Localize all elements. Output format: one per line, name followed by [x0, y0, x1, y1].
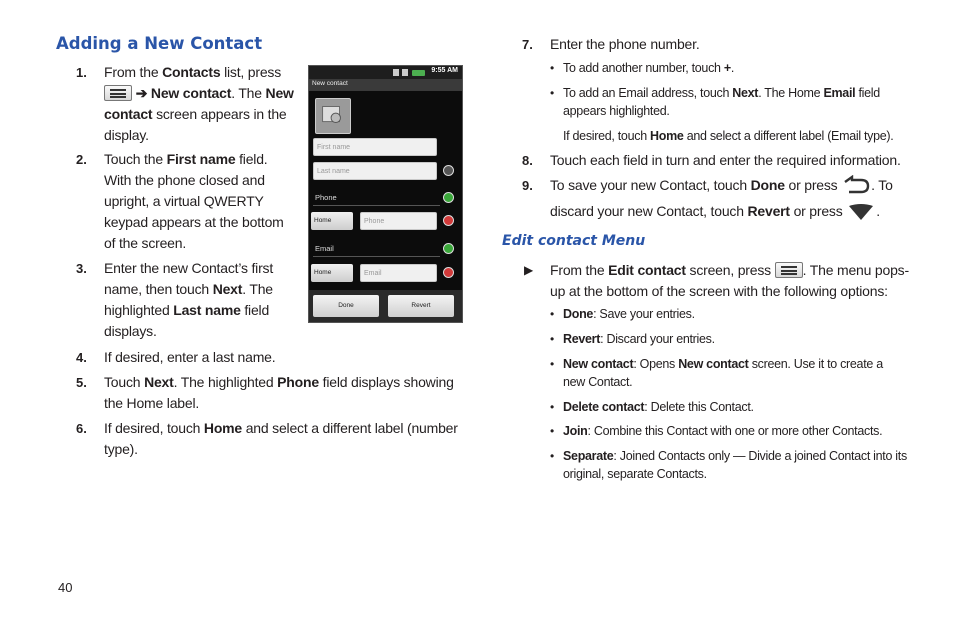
text-run: Touch — [104, 374, 145, 390]
step-text — [104, 149, 294, 254]
email-type-spinner[interactable]: Home — [311, 264, 353, 282]
step-text — [104, 258, 294, 342]
bullet-dot: • — [550, 357, 555, 371]
bullet-dot: • — [550, 61, 555, 75]
text-run: field. With the phone closed and upright, a virtual QWERTY keypad appears at the bottom of the screen. — [104, 151, 284, 251]
text-run: screen appears in the display. — [104, 106, 287, 143]
step-text — [104, 418, 464, 460]
text-run: Enter the new Contact’s first name, then touch — [104, 260, 274, 297]
bullet-text — [563, 59, 883, 77]
section-subtitle: Edit contact Menu — [502, 233, 646, 249]
text-run: First name — [166, 151, 236, 167]
text-run: Home — [650, 129, 684, 143]
text-run: . The menu pops-up at the bottom of the screen with the following options: — [550, 262, 909, 299]
text-run: Next — [144, 374, 174, 390]
menu-option-text — [563, 355, 908, 391]
text-run: Touch each field in turn and enter the required information. — [550, 152, 901, 168]
step-text — [550, 150, 930, 171]
text-run: field displays showing the Home label. — [104, 374, 454, 411]
text-run: field displays. — [104, 302, 270, 339]
text-run: If desired, enter a last name. — [104, 349, 276, 365]
step-number: 6. — [76, 421, 87, 436]
menu-option-text — [563, 447, 908, 483]
text-run: : Combine this Contact with one or more other Contacts. — [587, 424, 883, 438]
divider — [313, 256, 440, 257]
step-text — [104, 372, 464, 414]
text-run: To add an Email address, touch — [563, 86, 733, 100]
divider — [313, 205, 440, 206]
menu-key-icon — [775, 262, 803, 278]
text-run: Done — [750, 177, 785, 193]
text-run: + — [723, 61, 731, 75]
text-run: or press — [784, 177, 842, 193]
step-text — [104, 62, 294, 146]
text-run: : Discard your entries. — [600, 332, 715, 346]
menu-option-text — [563, 305, 908, 323]
page-title: Adding a New Contact — [56, 34, 263, 53]
text-run: New contact — [678, 357, 749, 371]
bullet-dot: • — [550, 307, 555, 321]
note-text — [563, 127, 903, 145]
menu-option-text — [563, 330, 908, 348]
status-icons — [393, 68, 427, 77]
down-key-icon — [846, 203, 876, 219]
done-button[interactable]: Done — [313, 295, 379, 317]
text-run: Last name — [173, 302, 241, 318]
phone-button-bar — [309, 290, 462, 322]
text-run: Phone — [277, 374, 319, 390]
bullet-dot: • — [550, 332, 555, 346]
back-key-icon — [841, 177, 871, 193]
menu-option-text — [563, 398, 908, 416]
text-run: Touch the — [104, 151, 167, 167]
text-run: Join — [563, 424, 588, 438]
text-run: . — [730, 61, 735, 75]
bullet-dot: • — [550, 400, 555, 414]
text-run: From the — [550, 262, 609, 278]
text-run: . The highlighted — [173, 374, 278, 390]
text-run: : Delete this Contact. — [644, 400, 754, 414]
text-run: Home — [203, 420, 243, 436]
phone-field[interactable]: Phone — [360, 212, 437, 230]
first-name-field[interactable]: First name — [313, 138, 437, 156]
text-run: Delete contact — [563, 400, 645, 414]
bullet-dot: • — [550, 424, 555, 438]
text-run: . To discard your new Contact, touch — [550, 177, 893, 219]
step-text — [550, 172, 910, 224]
text-run: list, press — [220, 64, 282, 80]
status-bar — [309, 66, 462, 79]
step-text — [104, 347, 464, 368]
text-run: Edit contact — [608, 262, 686, 278]
text-run: If desired, touch — [563, 129, 651, 143]
remove-email-icon[interactable] — [443, 267, 454, 278]
revert-button[interactable]: Revert — [388, 295, 454, 317]
step-number: 3. — [76, 261, 87, 276]
text-run: If desired, touch — [104, 420, 204, 436]
email-section-label: Email — [315, 244, 334, 253]
bullet-dot: • — [550, 86, 555, 100]
contact-photo-icon[interactable] — [315, 98, 351, 134]
text-run: New contact — [104, 85, 294, 122]
email-field[interactable]: Email — [360, 264, 437, 282]
bullet-dot: • — [550, 449, 555, 463]
text-run: : Opens — [633, 357, 679, 371]
text-run: . — [876, 203, 880, 219]
menu-intro-text — [550, 260, 912, 302]
text-run: Next — [732, 86, 759, 100]
step-number: 7. — [522, 37, 533, 52]
screen-titlebar — [309, 79, 462, 91]
text-run: To save your new Contact, touch — [550, 177, 751, 193]
text-run: Next — [212, 281, 243, 297]
step-number: 9. — [522, 178, 533, 193]
text-run: From the — [104, 64, 163, 80]
text-run: Separate — [563, 449, 614, 463]
page-number: 40 — [58, 580, 73, 595]
text-run: Done — [563, 307, 594, 321]
text-run: : Save your entries. — [593, 307, 695, 321]
text-run: or press — [789, 203, 847, 219]
text-run: and select a different label (number type). — [104, 420, 458, 457]
step-number: 2. — [76, 152, 87, 167]
text-run: field appears highlighted. — [563, 86, 880, 118]
text-run: . The highlighted — [104, 281, 273, 318]
text-run: : Joined Contacts only — Divide a joined Contact into its original, separate Contacts. — [563, 449, 907, 481]
bullet-text — [563, 84, 883, 120]
status-time: 9:55 AM — [431, 67, 458, 74]
phone-screenshot — [308, 65, 463, 323]
menu-option-text — [563, 422, 908, 440]
phone-type-spinner[interactable]: Home — [311, 212, 353, 230]
text-run: New contact — [563, 357, 634, 371]
step-text: Enter the phone number. — [550, 36, 700, 52]
text-run: . The Home — [758, 86, 824, 100]
text-run: screen, press — [685, 262, 775, 278]
screen-title: New contact — [312, 80, 348, 87]
arrow-bullet-icon: ▶ — [524, 263, 534, 277]
step-number: 1. — [76, 65, 87, 80]
text-run: To add another number, touch — [563, 61, 724, 75]
expand-name-icon[interactable] — [443, 165, 454, 176]
add-phone-icon[interactable] — [443, 192, 454, 203]
remove-phone-icon[interactable] — [443, 215, 454, 226]
add-email-icon[interactable] — [443, 243, 454, 254]
text-run: and select a different label (Email type). — [683, 129, 894, 143]
step-number: 8. — [522, 153, 533, 168]
text-run: screen. Use it to create a new Contact. — [563, 357, 883, 389]
phone-section-label: Phone — [315, 193, 337, 202]
text-run: Revert — [563, 332, 601, 346]
text-run: ➔ New contact — [135, 85, 232, 101]
text-run: Revert — [747, 203, 790, 219]
step-number: 4. — [76, 350, 87, 365]
text-run: Contacts — [162, 64, 221, 80]
step-number: 5. — [76, 375, 87, 390]
text-run: . The — [231, 85, 266, 101]
menu-key-icon — [104, 85, 132, 101]
text-run: Email — [823, 86, 856, 100]
last-name-field[interactable]: Last name — [313, 162, 437, 180]
